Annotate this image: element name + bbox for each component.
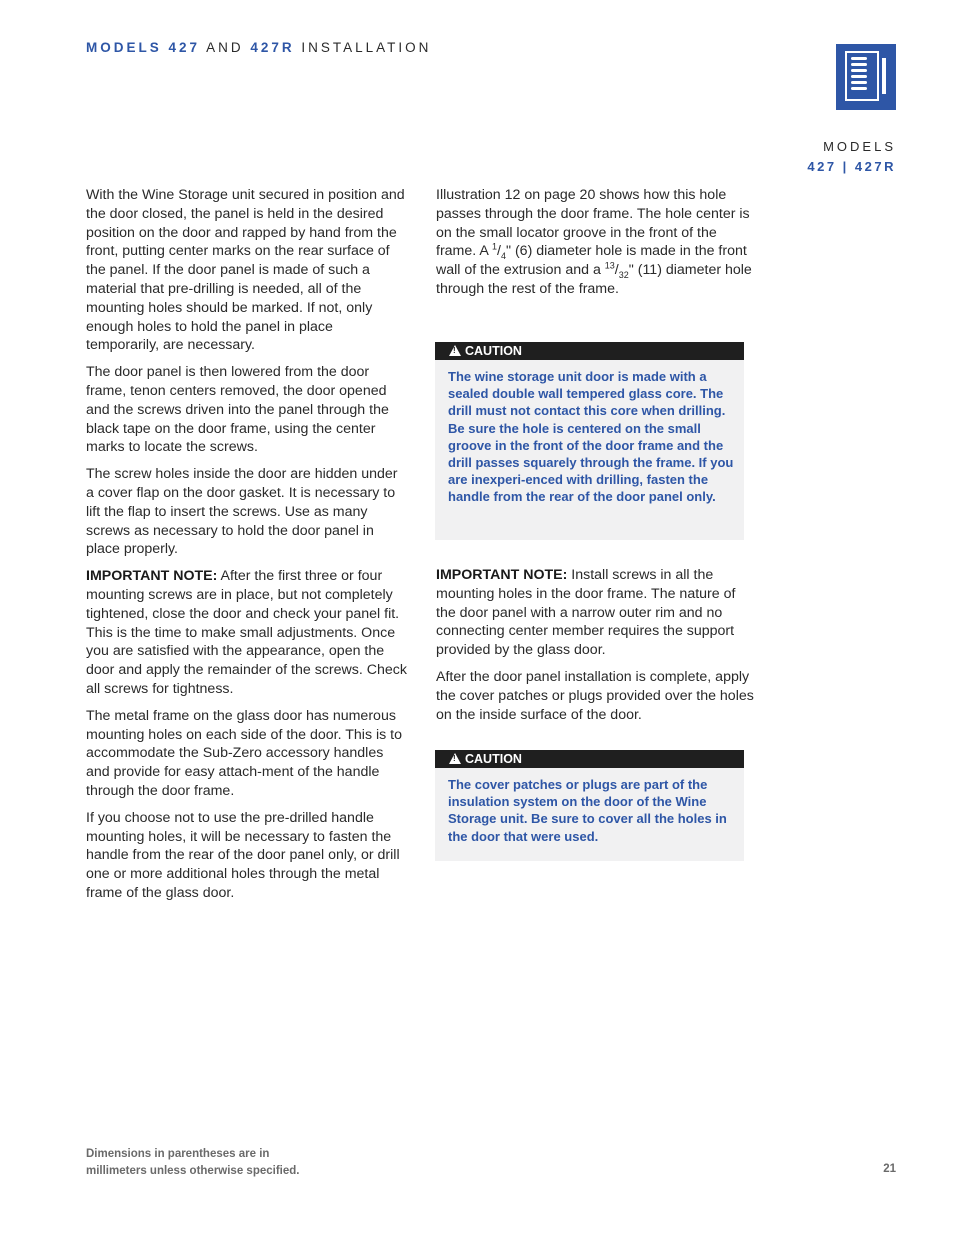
fraction-numerator: 13: [604, 260, 615, 271]
header-model-b: 427R: [250, 40, 295, 55]
caution-header: [435, 750, 744, 768]
page-number: 21: [883, 1163, 896, 1175]
footer-note: [86, 1146, 299, 1180]
text-run: Illustration 12 on page 20 shows how this hole passes through the door frame. The hole center is on the small locator groove in the front of the frame. A: [436, 187, 750, 260]
header-installation: INSTALLATION: [301, 40, 432, 55]
sidebar-models-numbers: 427 | 427R: [807, 159, 896, 174]
sidebar-models-label: MODELS: [823, 139, 896, 154]
fraction-numerator: 1: [492, 241, 498, 252]
right-column-top: [436, 186, 758, 307]
fraction-denominator: 32: [618, 270, 629, 281]
left-column: [86, 186, 408, 911]
paragraph: After the door panel installation is complete, apply the cover patches or plugs provided over the holes on the inside surface of the door.: [436, 668, 754, 723]
header-and: AND: [206, 40, 244, 55]
paragraph: The door panel is then lowered from the door frame, tenon centers removed, the door opened and the screws driven into the panel through the black tape on the door frame, using the center marks to locate the screws.: [86, 364, 389, 456]
important-note-text: After the first three or four mounting screws are in place, but not completely tightened, close the door and check your panel fit. This is the time to make small adjustments. Once you are satisfied with the appearance, open the door and apply the remainder of the screws. Check all screws for tightness.: [86, 568, 407, 697]
caution-title: CAUTION: [465, 752, 522, 766]
paragraph: The screw holes inside the door are hidden under a cover flap on the door gasket. It is necessary to lift the flap to insert the screws. Use as many screws as necessary to hold the door panel in place properly.: [86, 466, 398, 558]
caution-text: The wine storage unit door is made with a sealed double wall tempered glass core. The drill must not contact this core when drilling. Be sure the hole is centered on the small groove in the front of the door frame and the drill passes squarely through the frame. If you are inexperi-enced with drilling, fasten the handle from the rear of the door panel only.: [448, 369, 734, 505]
important-note-label: IMPORTANT NOTE:: [436, 567, 568, 583]
important-note-text: Install screws in all the mounting holes in the door frame. The nature of the door panel with a narrow outer rim and no connecting center member requires the support provided by the glass door.: [436, 567, 736, 659]
paragraph: Illustration 12 on page 20 shows how this hole passes through the door frame. The hole center is on the small locator groove in the front of the frame. A $^1/_4$" (6) diameter hole is made in the front wall of the extrusion and a $^{13}/_{32}$" (11) diameter hole through the rest of the frame.: [436, 187, 752, 297]
caution-box: [435, 342, 744, 540]
fraction-denominator: 4: [500, 251, 506, 262]
page-header: [86, 40, 431, 55]
paragraph: If you choose not to use the pre-drilled handle mounting holes, it will be necessary to fasten the handle from the rear of the door panel only, or drill one or more additional holes through the metal frame of the glass door.: [86, 809, 400, 901]
wine-storage-icon: [836, 44, 896, 110]
caution-header: [435, 342, 744, 360]
important-note-paragraph: [86, 567, 408, 699]
warning-icon: [449, 345, 461, 356]
caution-title: CAUTION: [465, 344, 522, 358]
important-note-label: IMPORTANT NOTE:: [86, 568, 218, 585]
important-note-paragraph: [436, 566, 758, 660]
footer-line: Dimensions in parentheses are in: [86, 1148, 270, 1160]
right-column-bottom: [436, 566, 758, 732]
header-models: MODELS: [86, 40, 162, 55]
warning-icon: [449, 753, 461, 764]
text-run: " (11) diameter hole through the rest of the frame.: [436, 262, 752, 297]
logo-bottle-rack: [851, 57, 871, 95]
header-model-a: 427: [168, 40, 201, 55]
paragraph: The metal frame on the glass door has numerous mounting holes on each side of the door. This is to accommodate the Sub-Zero accessory handles and provide for easy attach-ment of the handle through the door frame.: [86, 707, 403, 799]
caution-box: [435, 750, 744, 861]
footer-line: millimeters unless otherwise specified.: [86, 1165, 300, 1177]
caution-text: The cover patches or plugs are part of the insulation system on the door of the Wine Storage unit. Be sure to cover all the holes in the door that were used.: [448, 777, 727, 844]
paragraph: With the Wine Storage unit secured in position and the door closed, the panel is held in the desired position on the door and rapped by hand from the front, putting center marks on the rear surface of the panel. If the door panel is made of such a material that pre-drilling is needed, all of the mounting holes should be marked. If not, only enough holes to hold the panel in place temporarily, are necessary.: [86, 187, 405, 354]
text-run: " (6) diameter hole is made in the front wall of the extrusion and a: [436, 243, 747, 279]
logo-door-handle: [882, 58, 886, 94]
